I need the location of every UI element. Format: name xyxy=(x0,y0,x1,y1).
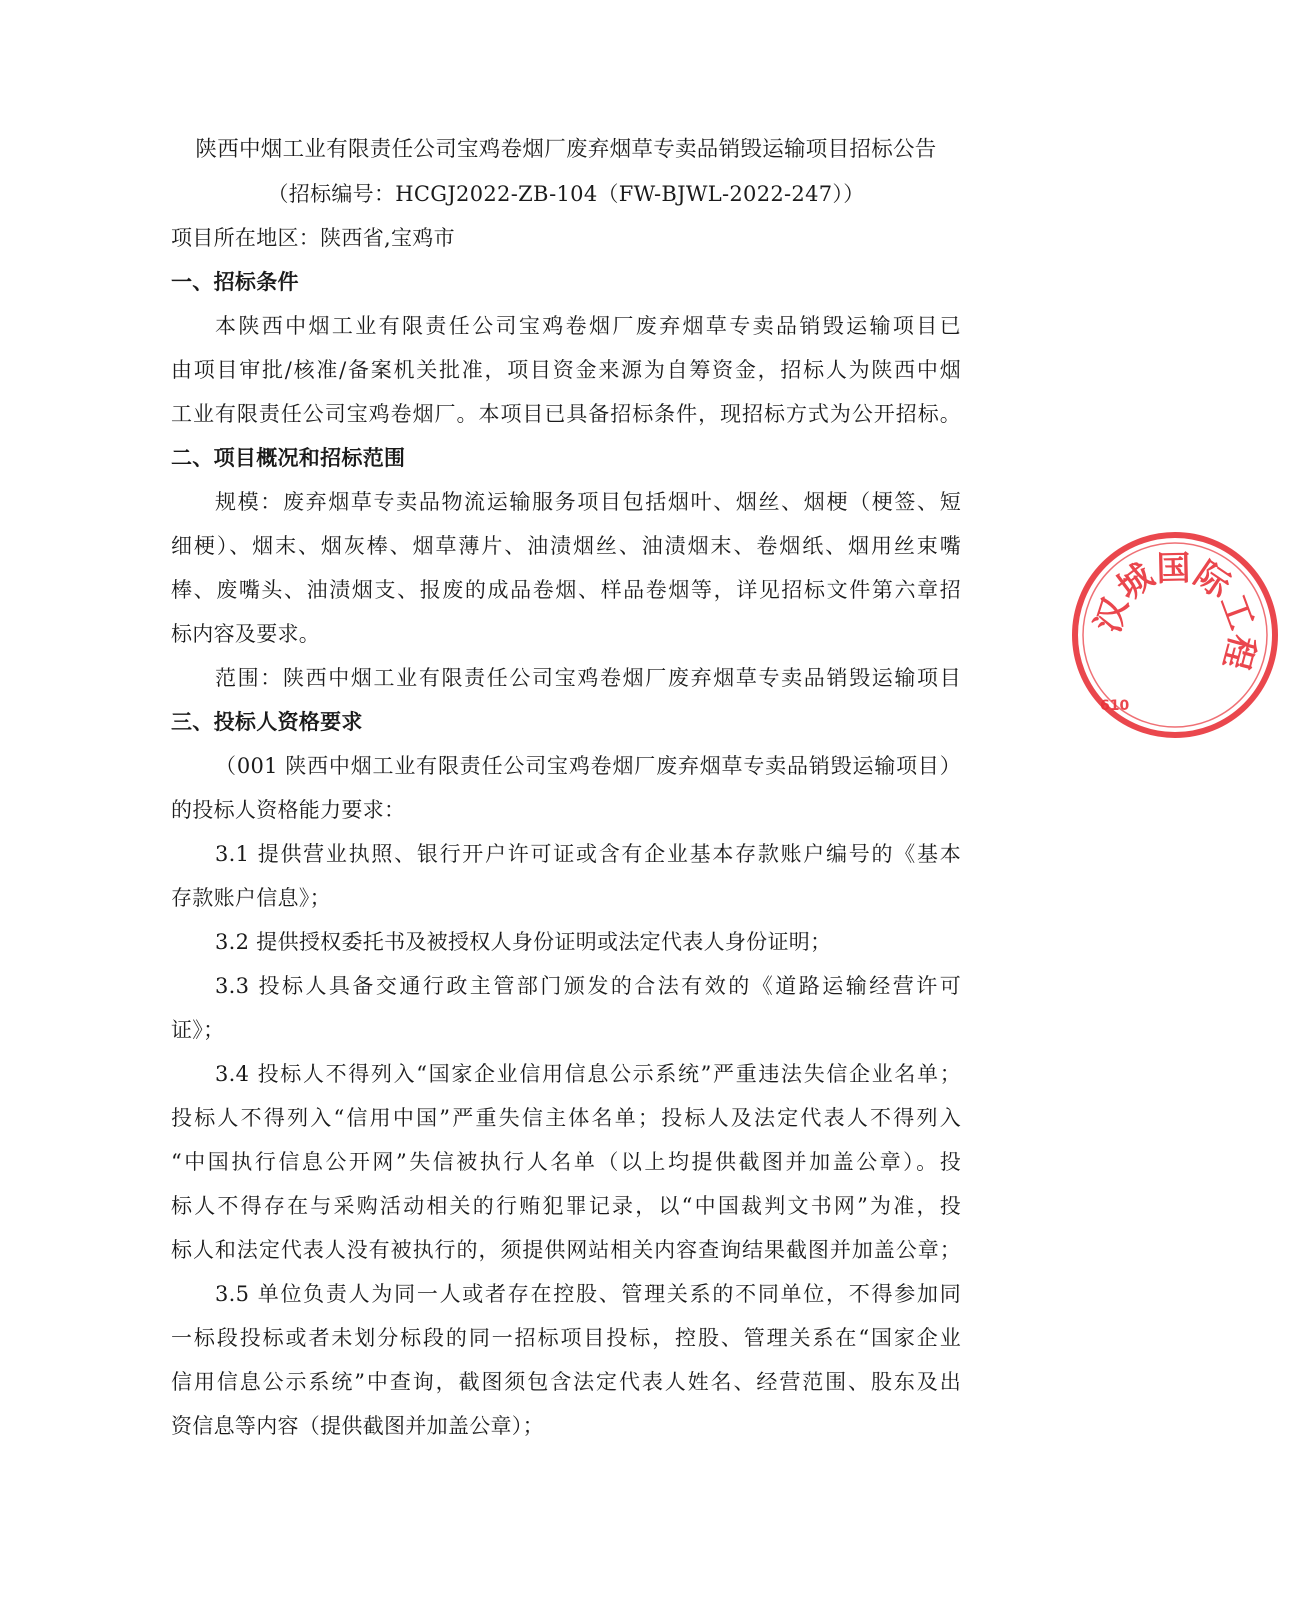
paragraph-line: 棒、废嘴头、油渍烟支、报废的成品卷烟、样品卷烟等，详见招标文件第六章招 xyxy=(171,578,961,602)
section-heading-2: 二、项目概况和招标范围 xyxy=(171,446,406,470)
paragraph-line: “中国执行信息公开网”失信被执行人名单（以上均提供截图并加盖公章）。投 xyxy=(171,1150,961,1174)
paragraph-line: 存款账户信息》； xyxy=(171,886,331,910)
paragraph-line: 一标段投标或者未划分标段的同一招标项目投标，控股、管理关系在“国家企业 xyxy=(171,1326,961,1350)
paragraph-line: 本陕西中烟工业有限责任公司宝鸡卷烟厂废弃烟草专卖品销毁运输项目已 xyxy=(215,314,961,338)
paragraph-line: 由项目审批/核准/备案机关批准，项目资金来源为自筹资金，招标人为陕西中烟 xyxy=(171,358,961,382)
paragraph-line: （001 陕西中烟工业有限责任公司宝鸡卷烟厂废弃烟草专卖品销毁运输项目） xyxy=(215,754,961,778)
paragraph-line: 资信息等内容（提供截图并加盖公章）； xyxy=(171,1414,544,1438)
paragraph-line: 投标人不得列入“信用中国”严重失信主体名单；投标人及法定代表人不得列入 xyxy=(171,1106,961,1130)
document-page xyxy=(171,128,961,1448)
paragraph-line: 规模：废弃烟草专卖品物流运输服务项目包括烟叶、烟丝、烟梗（梗签、短 xyxy=(215,490,961,514)
seal-text: 汉城国际工程 xyxy=(1087,548,1263,674)
paragraph-line: 3.4 投标人不得列入“国家企业信用信息公示系统”严重违法失信企业名单； xyxy=(215,1062,961,1086)
paragraph-line: 的投标人资格能力要求： xyxy=(171,798,406,822)
section-heading-1: 一、招标条件 xyxy=(171,270,299,294)
bid-number: （招标编号：HCGJ2022-ZB-104（FW-BJWL-2022-247）） xyxy=(267,182,865,206)
svg-text:汉城国际工程 xyxy=(1088,549,1263,674)
paragraph-line: 3.1 提供营业执照、银行开户许可证或含有企业基本存款账户编号的《基本 xyxy=(215,842,961,866)
paragraph-line: 工业有限责任公司宝鸡卷烟厂。本项目已具备招标条件，现招标方式为公开招标。 xyxy=(171,402,961,426)
company-seal xyxy=(1060,520,1290,750)
document-title: 陕西中烟工业有限责任公司宝鸡卷烟厂废弃烟草专卖品销毁运输项目招标公告 xyxy=(195,137,937,162)
paragraph-line: 标内容及要求。 xyxy=(171,622,321,646)
paragraph-line: 标人和法定代表人没有被执行的，须提供网站相关内容查询结果截图并加盖公章； xyxy=(171,1238,961,1262)
paragraph-line: 标人不得存在与采购活动相关的行贿犯罪记录，以“中国裁判文书网”为准，投 xyxy=(171,1194,961,1218)
paragraph-line: 细梗）、烟末、烟灰棒、烟草薄片、油渍烟丝、油渍烟末、卷烟纸、烟用丝束嘴 xyxy=(171,534,961,558)
paragraph-line: 3.3 投标人具备交通行政主管部门颁发的合法有效的《道路运输经营许可 xyxy=(215,974,961,998)
project-region: 项目所在地区：陕西省,宝鸡市 xyxy=(171,226,455,250)
paragraph-line: 范围：陕西中烟工业有限责任公司宝鸡卷烟厂废弃烟草专卖品销毁运输项目 xyxy=(215,666,961,690)
paragraph-line: 信用信息公示系统”中查询，截图须包含法定代表人姓名、经营范围、股东及出 xyxy=(171,1370,961,1394)
paragraph-line: 3.5 单位负责人为同一人或者存在控股、管理关系的不同单位，不得参加同 xyxy=(215,1282,961,1306)
seal-number: 610 xyxy=(1100,698,1130,714)
paragraph-line: 证》； xyxy=(171,1018,225,1042)
section-heading-3: 三、投标人资格要求 xyxy=(171,710,363,734)
paragraph-line: 3.2 提供授权委托书及被授权人身份证明或法定代表人身份证明； xyxy=(215,930,832,954)
